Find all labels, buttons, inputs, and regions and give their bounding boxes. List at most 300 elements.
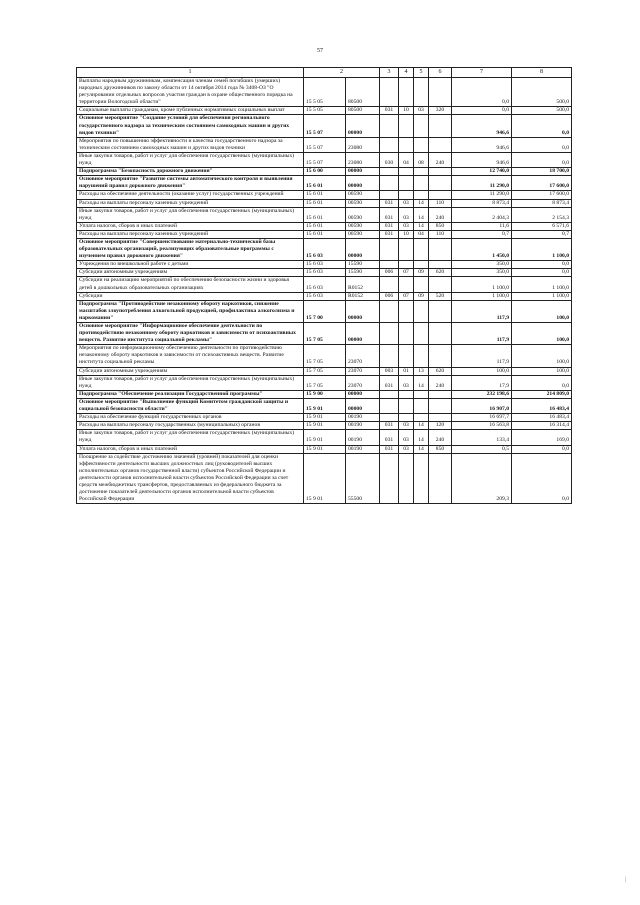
cell-csr-prefix: 15 9 01 <box>304 422 346 430</box>
cell-name: Иные закупки товаров, работ и услуг для обеспечения государственных (муниципальных) нужд <box>77 375 304 390</box>
table-row <box>77 261 572 269</box>
cell-rz <box>399 176 414 191</box>
cell-grbs: 031 <box>380 375 399 390</box>
cell-csr-code: 00000 <box>346 168 380 176</box>
cell-vr <box>429 453 452 504</box>
cell-csr-code: 00190 <box>346 422 380 430</box>
cell-sum-2018: 946,6 <box>452 152 512 167</box>
table-row <box>77 390 572 398</box>
cell-sum-2018: 232 198,6 <box>452 390 512 398</box>
table-row <box>77 230 572 238</box>
cell-rz: 04 <box>399 152 414 167</box>
table-row <box>77 78 572 107</box>
cell-name: Субсидии <box>77 292 304 300</box>
cell-sum-2019: 0,0 <box>512 269 572 277</box>
table-row <box>77 152 572 167</box>
cell-name: Расходы на выплаты персоналу государственных (муниципальных) органов <box>77 422 304 430</box>
cell-sum-2018: 946,6 <box>452 115 512 137</box>
col-header-csr: 2 <box>304 68 380 78</box>
col-header-pr: 5 <box>414 68 429 78</box>
cell-pr: 14 <box>414 422 429 430</box>
cell-csr-code: 00590 <box>346 199 380 207</box>
cell-csr-code: 00590 <box>346 222 380 230</box>
cell-csr-code: 23080 <box>346 152 380 167</box>
cell-pr <box>414 191 429 199</box>
cell-name: Расходы на выплаты персоналу казенных учреждений <box>77 230 304 238</box>
cell-grbs <box>380 300 399 322</box>
cell-rz <box>399 345 414 367</box>
cell-pr: 04 <box>414 230 429 238</box>
cell-csr-prefix: 15 9 01 <box>304 398 346 413</box>
cell-grbs <box>380 323 399 345</box>
cell-rz: 03 <box>399 445 414 453</box>
cell-csr-code: 15590 <box>346 269 380 277</box>
cell-vr: 520 <box>429 292 452 300</box>
cell-sum-2019: 17 600,0 <box>512 191 572 199</box>
cell-csr-prefix: 15 5 05 <box>304 107 346 115</box>
cell-rz: 10 <box>399 107 414 115</box>
cell-sum-2018: 16 907,0 <box>452 398 512 413</box>
table-row <box>77 191 572 199</box>
cell-sum-2019: 6 571,6 <box>512 222 572 230</box>
cell-sum-2018: 1 450,0 <box>452 238 512 260</box>
cell-sum-2018: 0,0 <box>452 107 512 115</box>
cell-pr <box>414 115 429 137</box>
cell-sum-2018: 11,6 <box>452 222 512 230</box>
cell-rz: 03 <box>399 222 414 230</box>
cell-grbs <box>380 78 399 107</box>
cell-csr-code: 55500 <box>346 453 380 504</box>
cell-csr-code: 23070 <box>346 375 380 390</box>
cell-name: Учреждения по внешкольной работе с детьми <box>77 261 304 269</box>
cell-vr: 320 <box>429 107 452 115</box>
cell-rz <box>399 300 414 322</box>
cell-grbs <box>380 390 399 398</box>
table-row <box>77 430 572 445</box>
cell-csr-prefix: 15 6 01 <box>304 191 346 199</box>
cell-rz: 03 <box>399 199 414 207</box>
cell-rz: 03 <box>399 430 414 445</box>
cell-sum-2018: 133,4 <box>452 430 512 445</box>
table-row <box>77 207 572 222</box>
cell-name: Расходы на обеспечение функций государственных органов <box>77 414 304 422</box>
cell-csr-prefix: 15 7 05 <box>304 375 346 390</box>
cell-pr <box>414 414 429 422</box>
cell-rz <box>399 115 414 137</box>
cell-csr-prefix: 15 5 07 <box>304 115 346 137</box>
cell-csr-code: 00190 <box>346 414 380 422</box>
col-header-vr: 6 <box>429 68 452 78</box>
table-row <box>77 398 572 413</box>
cell-rz <box>399 277 414 292</box>
cell-sum-2019: 100,0 <box>512 323 572 345</box>
cell-rz <box>399 78 414 107</box>
cell-rz: 03 <box>399 422 414 430</box>
cell-csr-code: 00190 <box>346 445 380 453</box>
cell-sum-2018: 11 290,0 <box>452 176 512 191</box>
cell-grbs <box>380 453 399 504</box>
table-row <box>77 367 572 375</box>
cell-vr <box>429 277 452 292</box>
cell-rz <box>399 238 414 260</box>
cell-pr: 14 <box>414 445 429 453</box>
cell-pr: 14 <box>414 199 429 207</box>
cell-vr <box>429 398 452 413</box>
table-row <box>77 300 572 322</box>
cell-csr-prefix: 15 6 03 <box>304 292 346 300</box>
cell-sum-2018: 350,0 <box>452 261 512 269</box>
cell-name: Мероприятия по повышению эффективности и качества государственного надзора за техническим состоянием самоходных машин и других видов техники <box>77 137 304 152</box>
cell-rz <box>399 168 414 176</box>
cell-csr-prefix: 15 6 00 <box>304 168 346 176</box>
cell-pr <box>414 137 429 152</box>
header-row <box>77 68 572 78</box>
cell-csr-prefix: 15 6 01 <box>304 207 346 222</box>
cell-vr: 110 <box>429 199 452 207</box>
cell-csr-prefix: 15 9 01 <box>304 445 346 453</box>
table-row <box>77 345 572 367</box>
cell-vr <box>429 238 452 260</box>
col-header-name: 1 <box>77 68 304 78</box>
cell-vr: 850 <box>429 445 452 453</box>
cell-grbs: 031 <box>380 230 399 238</box>
cell-sum-2019: 16 483,4 <box>512 414 572 422</box>
cell-csr-prefix: 15 6 01 <box>304 230 346 238</box>
cell-csr-prefix: 15 6 03 <box>304 269 346 277</box>
cell-csr-prefix: 15 9 00 <box>304 390 346 398</box>
cell-sum-2019: 100,0 <box>512 300 572 322</box>
cell-rz: 07 <box>399 269 414 277</box>
cell-name: Основное мероприятие "Создание условий для обеспечения регионального государственного надзора за техническим состоянием самоходных машин и других видов техники" <box>77 115 304 137</box>
col-header-grbs: 3 <box>380 68 399 78</box>
cell-sum-2019: 1 100,0 <box>512 238 572 260</box>
cell-csr-code: 00000 <box>346 300 380 322</box>
cell-sum-2018: 16 697,7 <box>452 414 512 422</box>
cell-sum-2018: 117,9 <box>452 323 512 345</box>
cell-name: Уплата налогов, сборов и иных платежей <box>77 445 304 453</box>
cell-name: Подпрограмма "Безопасность дорожного движения" <box>77 168 304 176</box>
cell-grbs <box>380 168 399 176</box>
table-row <box>77 199 572 207</box>
cell-pr <box>414 398 429 413</box>
cell-csr-prefix: 15 6 03 <box>304 277 346 292</box>
cell-csr-prefix: 15 7 00 <box>304 300 346 322</box>
cell-vr <box>429 115 452 137</box>
cell-pr <box>414 300 429 322</box>
cell-csr-prefix: 15 5 05 <box>304 78 346 107</box>
table-row <box>77 115 572 137</box>
cell-sum-2019: 8 873,4 <box>512 199 572 207</box>
cell-vr <box>429 261 452 269</box>
budget-table <box>76 67 572 504</box>
cell-rz: 10 <box>399 230 414 238</box>
cell-vr <box>429 137 452 152</box>
cell-vr <box>429 78 452 107</box>
cell-name: Поощрение за содействие достижению значений (уровней) показателей для оценки эффективности деятельности высших должностных лиц (руководителей высших исполнительных органов государственной власти) субъектов Российской Федерации и деятельности органов исполнительной власти субъектов Российской Федерации за счет средств межбюджетных трансфертов, предоставляемых из федерального бюджета за достижение показателей деятельности органов исполнительной власти субъектов Российской Федерации <box>77 453 304 504</box>
cell-pr <box>414 78 429 107</box>
cell-vr: 240 <box>429 207 452 222</box>
cell-sum-2018: 100,0 <box>452 367 512 375</box>
cell-vr: 240 <box>429 152 452 167</box>
cell-pr: 09 <box>414 292 429 300</box>
cell-sum-2018: 2 404,3 <box>452 207 512 222</box>
cell-sum-2018: 11 290,0 <box>452 191 512 199</box>
cell-name: Основное мероприятие "Выполнение функций Комитетом гражданской защиты и социальной безопасности области" <box>77 398 304 413</box>
cell-vr <box>429 414 452 422</box>
cell-csr-prefix: 15 9 01 <box>304 414 346 422</box>
cell-sum-2019: 0,0 <box>512 261 572 269</box>
cell-grbs: 030 <box>380 152 399 167</box>
cell-pr <box>414 453 429 504</box>
cell-pr <box>414 345 429 367</box>
cell-grbs: 031 <box>380 207 399 222</box>
cell-pr <box>414 390 429 398</box>
cell-sum-2019: 0,0 <box>512 445 572 453</box>
table-row <box>77 277 572 292</box>
cell-grbs: 031 <box>380 107 399 115</box>
cell-grbs: 031 <box>380 445 399 453</box>
cell-csr-code: 15590 <box>346 261 380 269</box>
cell-vr <box>429 390 452 398</box>
cell-csr-code: 80500 <box>346 78 380 107</box>
cell-name: Иные закупки товаров, работ и услуг для обеспечения государственных (муниципальных) нужд <box>77 430 304 445</box>
cell-csr-prefix: 15 7 05 <box>304 323 346 345</box>
cell-sum-2018: 946,6 <box>452 137 512 152</box>
cell-vr: 620 <box>429 269 452 277</box>
cell-grbs: 003 <box>380 367 399 375</box>
cell-sum-2019: 2 154,3 <box>512 207 572 222</box>
cell-csr-code: 23070 <box>346 345 380 367</box>
cell-csr-code: 00000 <box>346 323 380 345</box>
col-header-sum-2018: 7 <box>452 68 512 78</box>
cell-csr-code: 23080 <box>346 137 380 152</box>
cell-name: Подпрограмма "Обеспечение реализации Государственной программы" <box>77 390 304 398</box>
table-row <box>77 375 572 390</box>
cell-sum-2019: 169,0 <box>512 430 572 445</box>
table-row <box>77 107 572 115</box>
cell-grbs: 031 <box>380 430 399 445</box>
cell-csr-code: 00000 <box>346 398 380 413</box>
cell-sum-2019: 500,0 <box>512 78 572 107</box>
cell-csr-code: 00000 <box>346 176 380 191</box>
table-row <box>77 414 572 422</box>
cell-rz: 07 <box>399 292 414 300</box>
cell-csr-code: 00590 <box>346 191 380 199</box>
cell-sum-2019: 1 100,0 <box>512 277 572 292</box>
cell-pr: 14 <box>414 207 429 222</box>
table-row <box>77 422 572 430</box>
cell-sum-2019: 16 314,4 <box>512 422 572 430</box>
cell-name: Социальные выплаты гражданам, кроме публичных нормативных социальных выплат <box>77 107 304 115</box>
cell-sum-2019: 500,0 <box>512 107 572 115</box>
cell-name: Основное мероприятие "Развитие системы автоматического контроля и выявления нарушений правил дорожного движения" <box>77 176 304 191</box>
cell-name: Субсидии автономным учреждениям <box>77 269 304 277</box>
table-row <box>77 168 572 176</box>
cell-sum-2018: 350,0 <box>452 269 512 277</box>
cell-sum-2018: 1 100,0 <box>452 292 512 300</box>
cell-name: Выплаты народным дружинникам, компенсация членам семей погибших (умерших) народных дружинников по закону области от 14 октября 2014 года № 3408-ОЗ "О регулировании отдельных вопросов участия граждан в охране общественного порядка на территории Вологодской области" <box>77 78 304 107</box>
cell-grbs: 031 <box>380 422 399 430</box>
col-header-rz: 4 <box>399 68 414 78</box>
cell-grbs <box>380 345 399 367</box>
cell-csr-code: R0152 <box>346 292 380 300</box>
cell-rz <box>399 414 414 422</box>
cell-pr: 08 <box>414 152 429 167</box>
cell-csr-code: 80500 <box>346 107 380 115</box>
cell-sum-2018: 0,5 <box>452 445 512 453</box>
table-row <box>77 137 572 152</box>
cell-vr <box>429 345 452 367</box>
cell-grbs: 006 <box>380 269 399 277</box>
cell-csr-prefix: 15 6 03 <box>304 238 346 260</box>
cell-grbs <box>380 137 399 152</box>
cell-grbs: 031 <box>380 199 399 207</box>
cell-name: Мероприятия по информационному обеспечению деятельности по противодействию незаконному обороту наркотиков и зависимости от психоактивных веществ. Развитие института социальной рекламы <box>77 345 304 367</box>
table-row <box>77 176 572 191</box>
cell-pr: 03 <box>414 107 429 115</box>
cell-grbs <box>380 191 399 199</box>
cell-pr: 13 <box>414 367 429 375</box>
cell-grbs <box>380 398 399 413</box>
cell-csr-code: 00000 <box>346 115 380 137</box>
cell-csr-prefix: 15 5 07 <box>304 137 346 152</box>
cell-csr-code: 00000 <box>346 390 380 398</box>
cell-sum-2019: 0,0 <box>512 375 572 390</box>
cell-csr-code: 00000 <box>346 238 380 260</box>
cell-sum-2019: 16 483,4 <box>512 398 572 413</box>
cell-rz <box>399 398 414 413</box>
col-header-sum-2019: 8 <box>512 68 572 78</box>
cell-vr <box>429 323 452 345</box>
cell-rz: 01 <box>399 367 414 375</box>
cell-sum-2019: 0,0 <box>512 453 572 504</box>
cell-pr <box>414 168 429 176</box>
cell-name: Основное мероприятие "Информационное обеспечение деятельности по противодействию незаконному обороту наркотиков и зависимости от психоактивных веществ. Развитие института социальной рекламы" <box>77 323 304 345</box>
cell-pr <box>414 277 429 292</box>
cell-vr <box>429 176 452 191</box>
scan-mark: | <box>624 877 626 883</box>
cell-csr-code: 00190 <box>346 430 380 445</box>
cell-rz <box>399 323 414 345</box>
cell-name: Субсидии автономным учреждениям <box>77 367 304 375</box>
cell-pr: 14 <box>414 222 429 230</box>
cell-sum-2018: 117,9 <box>452 345 512 367</box>
cell-name: Основное мероприятие "Совершенствование материально-технической базы образовательных организаций, реализующих образовательные программы с изучением правил дорожного движения" <box>77 238 304 260</box>
cell-rz: 03 <box>399 207 414 222</box>
cell-sum-2019: 100,0 <box>512 367 572 375</box>
cell-pr <box>414 323 429 345</box>
cell-csr-code: 23070 <box>346 367 380 375</box>
cell-pr <box>414 261 429 269</box>
cell-sum-2018: 17,9 <box>452 375 512 390</box>
cell-grbs <box>380 277 399 292</box>
cell-csr-prefix: 15 6 01 <box>304 222 346 230</box>
cell-sum-2018: 0,0 <box>452 78 512 107</box>
cell-name: Подпрограмма "Противодействие незаконному обороту наркотиков, снижение масштабов злоупотребления алкогольной продукцией, профилактика алкоголизма и наркомании" <box>77 300 304 322</box>
cell-grbs <box>380 115 399 137</box>
cell-sum-2019: 0,0 <box>512 152 572 167</box>
cell-csr-prefix: 15 7 05 <box>304 367 346 375</box>
cell-vr <box>429 191 452 199</box>
cell-sum-2019: 100,0 <box>512 345 572 367</box>
cell-name: Субсидии на реализацию мероприятий по обеспечению безопасности жизни и здоровья детей в дошкольных образовательных организациях <box>77 277 304 292</box>
cell-pr: 14 <box>414 430 429 445</box>
cell-sum-2019: 0,0 <box>512 115 572 137</box>
cell-csr-prefix: 15 9 01 <box>304 430 346 445</box>
cell-vr: 850 <box>429 222 452 230</box>
cell-name: Иные закупки товаров, работ и услуг для обеспечения государственных (муниципальных) нужд <box>77 207 304 222</box>
table-row <box>77 269 572 277</box>
cell-vr: 620 <box>429 367 452 375</box>
cell-grbs <box>380 176 399 191</box>
cell-csr-prefix: 15 7 05 <box>304 345 346 367</box>
cell-name: Расходы на выплаты персоналу казенных учреждений <box>77 199 304 207</box>
cell-csr-prefix: 15 6 03 <box>304 261 346 269</box>
table-row <box>77 292 572 300</box>
table-row <box>77 453 572 504</box>
cell-name: Расходы на обеспечение деятельности (оказание услуг) государственных учреждений <box>77 191 304 199</box>
cell-grbs <box>380 261 399 269</box>
cell-csr-code: 00590 <box>346 230 380 238</box>
cell-rz <box>399 261 414 269</box>
cell-name: Уплата налогов, сборов и иных платежей <box>77 222 304 230</box>
cell-rz: 03 <box>399 375 414 390</box>
table-row <box>77 222 572 230</box>
cell-grbs <box>380 238 399 260</box>
cell-sum-2018: 0,7 <box>452 230 512 238</box>
page-number: 57 <box>317 48 323 54</box>
cell-pr: 14 <box>414 375 429 390</box>
cell-sum-2018: 1 100,0 <box>452 277 512 292</box>
cell-pr: 09 <box>414 269 429 277</box>
cell-sum-2019: 17 600,0 <box>512 176 572 191</box>
cell-csr-prefix: 15 6 01 <box>304 199 346 207</box>
cell-pr <box>414 238 429 260</box>
cell-name: Иные закупки товаров, работ и услуг для обеспечения государственных (муниципальных) нужд <box>77 152 304 167</box>
cell-vr: 120 <box>429 422 452 430</box>
cell-vr <box>429 168 452 176</box>
cell-csr-code: R0152 <box>346 277 380 292</box>
cell-csr-code: 00590 <box>346 207 380 222</box>
cell-vr: 110 <box>429 230 452 238</box>
cell-sum-2018: 209,3 <box>452 453 512 504</box>
cell-rz <box>399 137 414 152</box>
cell-vr: 240 <box>429 375 452 390</box>
table-row <box>77 445 572 453</box>
cell-rz <box>399 390 414 398</box>
cell-csr-prefix: 15 6 01 <box>304 176 346 191</box>
cell-vr <box>429 300 452 322</box>
cell-sum-2018: 117,9 <box>452 300 512 322</box>
cell-rz <box>399 191 414 199</box>
cell-grbs: 006 <box>380 292 399 300</box>
table-row <box>77 323 572 345</box>
cell-vr: 240 <box>429 430 452 445</box>
cell-sum-2019: 214 809,0 <box>512 390 572 398</box>
cell-sum-2019: 18 700,0 <box>512 168 572 176</box>
cell-csr-prefix: 15 9 01 <box>304 453 346 504</box>
cell-sum-2019: 0,0 <box>512 137 572 152</box>
cell-grbs: 031 <box>380 222 399 230</box>
cell-csr-prefix: 15 5 07 <box>304 152 346 167</box>
cell-sum-2019: 0,7 <box>512 230 572 238</box>
table-row <box>77 238 572 260</box>
cell-rz <box>399 453 414 504</box>
cell-sum-2018: 16 563,8 <box>452 422 512 430</box>
cell-sum-2018: 12 740,0 <box>452 168 512 176</box>
cell-grbs <box>380 414 399 422</box>
cell-sum-2018: 8 873,4 <box>452 199 512 207</box>
